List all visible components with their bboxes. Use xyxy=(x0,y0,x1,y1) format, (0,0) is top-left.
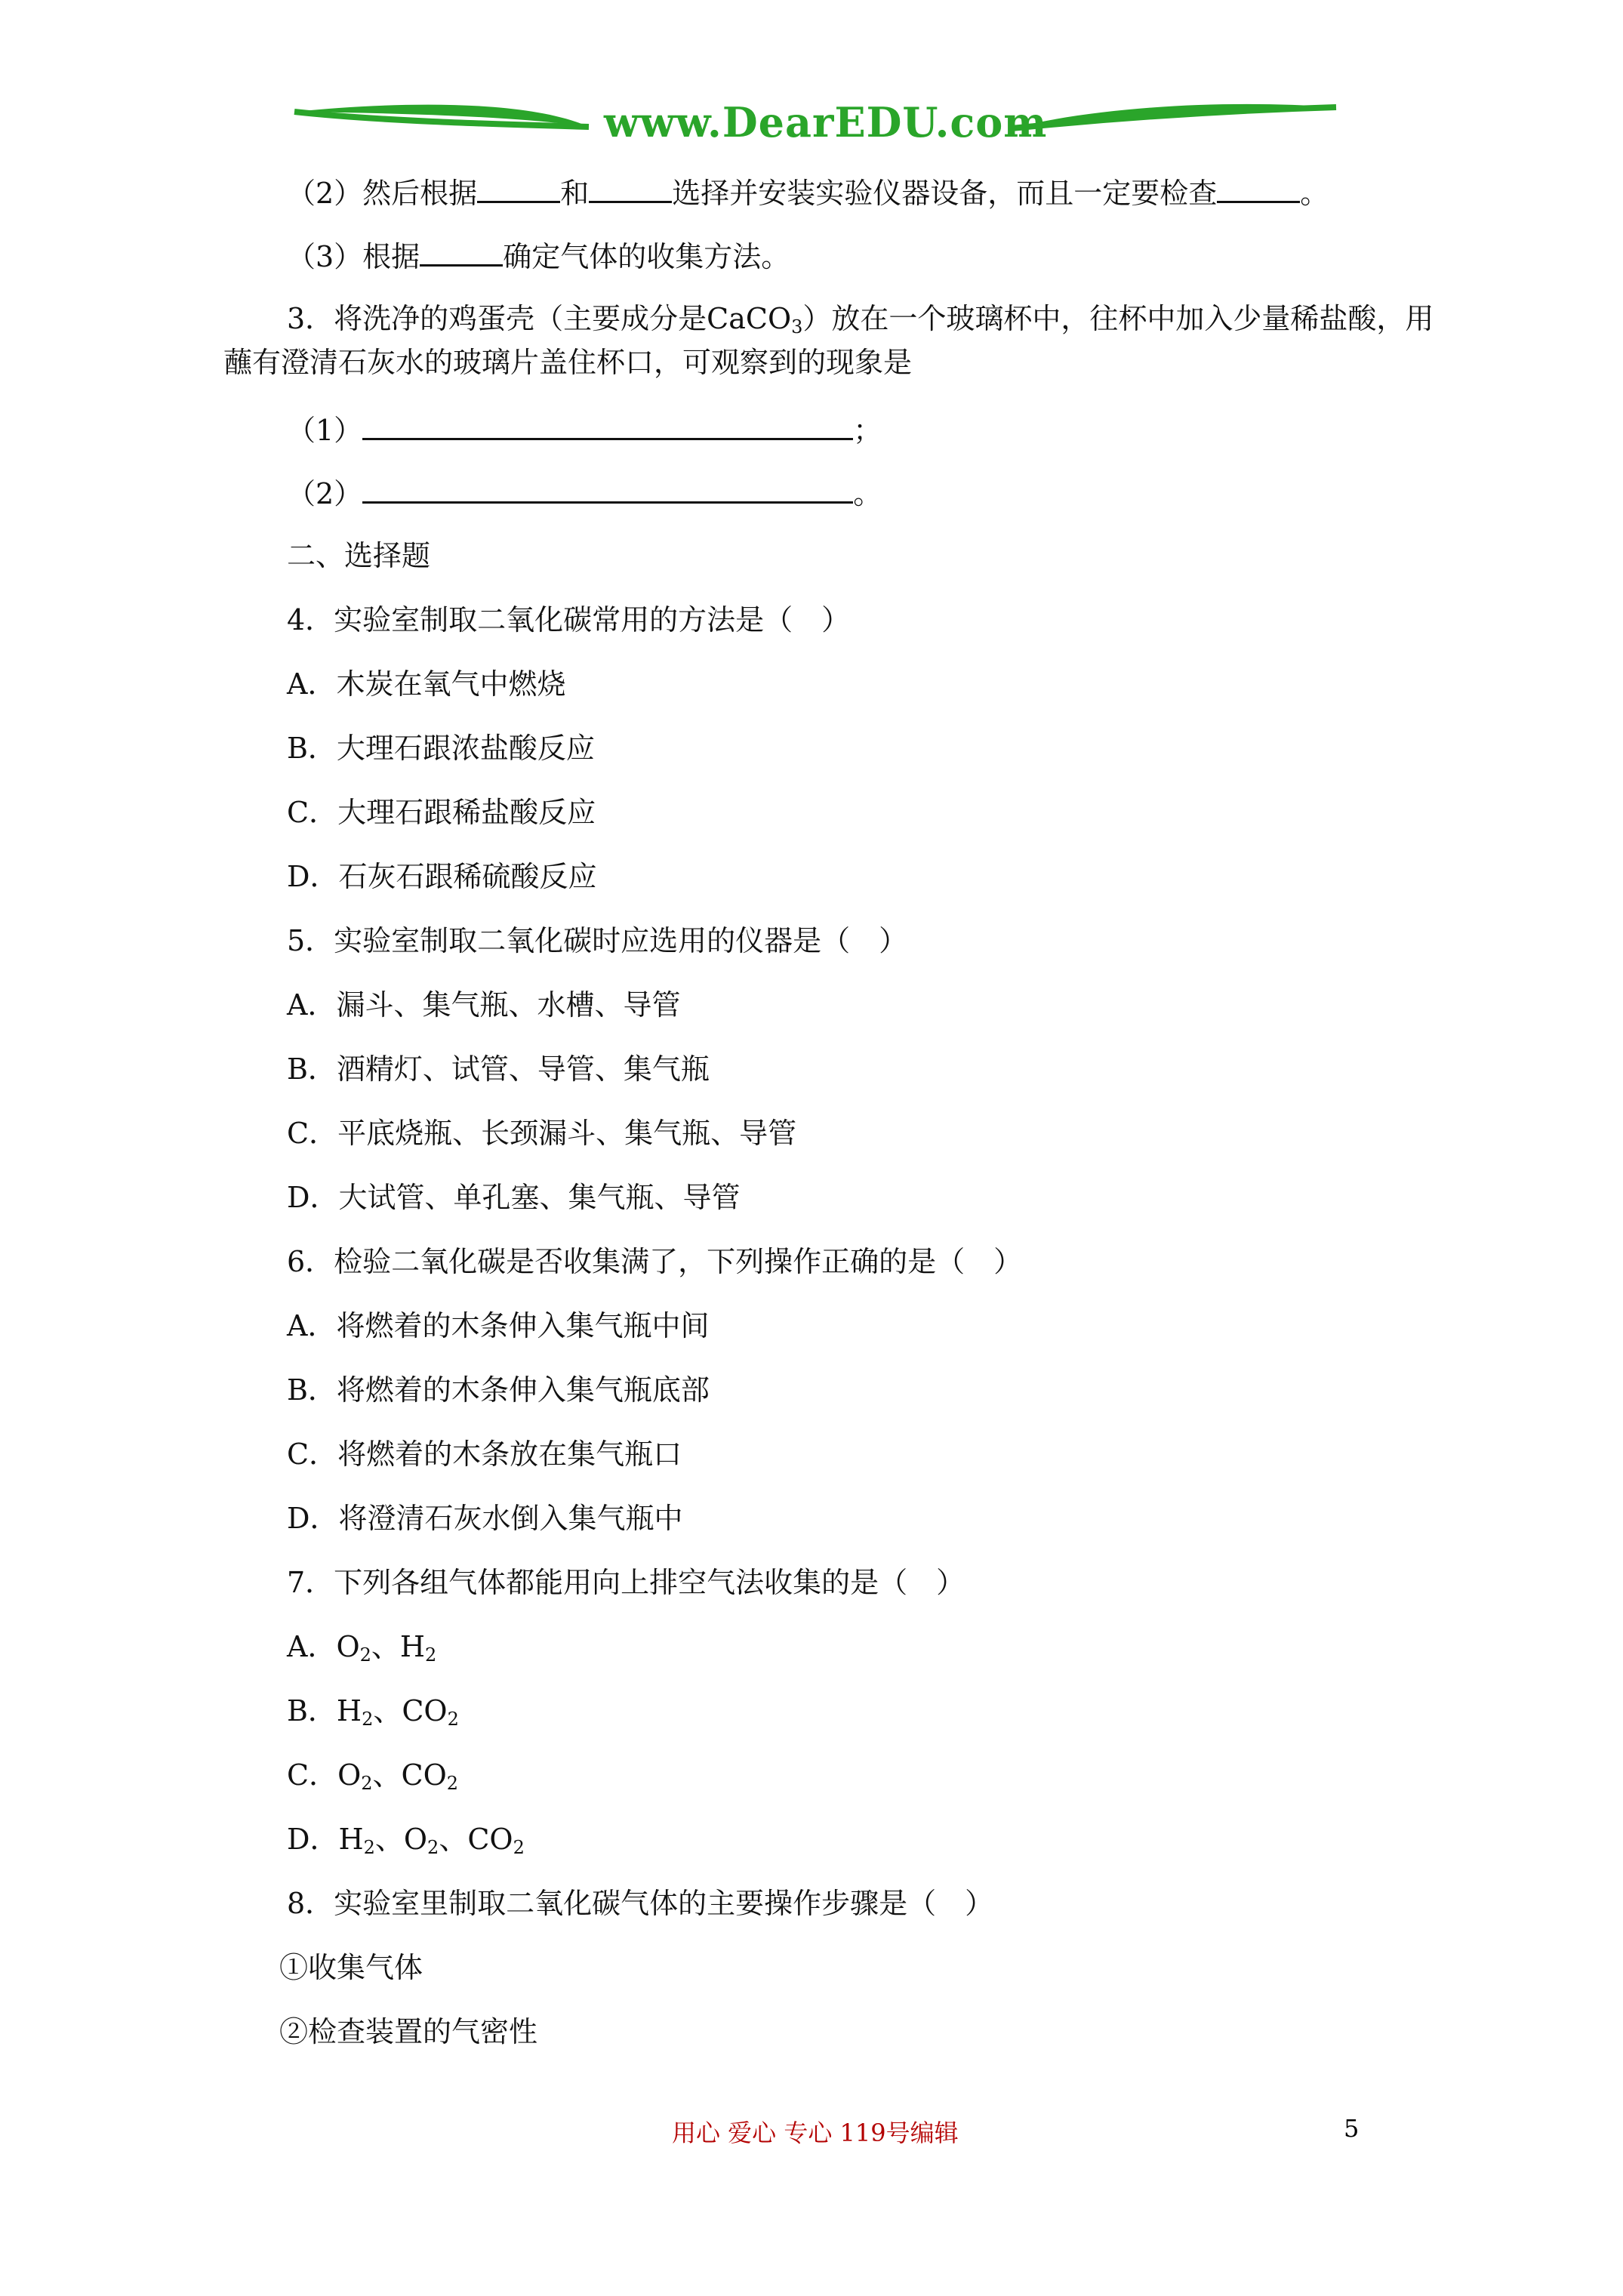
q2-step2: （2）然后根据 和 选择并安装实验仪器设备，而且一定要检查 。 xyxy=(287,172,1329,211)
answer-blank xyxy=(420,236,503,267)
q5-option-a: A．漏斗、集气瓶、水槽、导管 xyxy=(287,988,681,1022)
site-header-logo xyxy=(287,91,1344,159)
footer-slogan: 用心 爱心 专心 119号编辑 xyxy=(672,2119,959,2147)
q7-option-b: B．$H_2$、$CO_2$ xyxy=(287,1694,459,1730)
answer-blank xyxy=(362,473,853,504)
q8-step-2: ②检查装置的气密性 xyxy=(279,2015,538,2048)
q7-option-c: C．$O_2$、$CO_2$ xyxy=(287,1758,459,1794)
q8-stem: 8．实验室里制取二氧化碳气体的主要操作步骤是（ ） xyxy=(287,1887,994,1920)
q5-option-c: C．平底烧瓶、长颈漏斗、集气瓶、导管 xyxy=(287,1117,797,1150)
q4-option-a: A．木炭在氧气中燃烧 xyxy=(287,667,566,701)
q6-stem: 6．检验二氧化碳是否收集满了，下列操作正确的是（ ） xyxy=(287,1245,1023,1278)
q4-stem: 4．实验室制取二氧化碳常用的方法是（ ） xyxy=(287,603,851,636)
q5-stem: 5．实验室制取二氧化碳时应选用的仪器是（ ） xyxy=(287,924,908,957)
answer-blank xyxy=(1217,172,1300,203)
q5-option-b: B．酒精灯、试管、导管、集气瓶 xyxy=(287,1052,710,1086)
q3-stem-line1: 3．将洗净的鸡蛋壳（主要成分是CaCO$_3$）放在一个玻璃杯中，往杯中加入少量稀盐酸，用 xyxy=(287,302,1434,337)
site-logo-text: www.DearEDU.com xyxy=(604,98,1048,146)
q7-option-a: A．$O_2$、$H_2$ xyxy=(287,1630,437,1666)
q4-option-b: B．大理石跟浓盐酸反应 xyxy=(287,732,595,765)
page-number: 5 xyxy=(1344,2114,1360,2143)
q7-option-d: D．$H_2$、$O_2$、$CO_2$ xyxy=(287,1823,525,1858)
q5-option-d: D．大试管、单孔塞、集气瓶、导管 xyxy=(287,1181,741,1214)
q7-stem: 7．下列各组气体都能用向上排空气法收集的是（ ） xyxy=(287,1566,965,1599)
q3-answer1: （1） ； xyxy=(287,409,882,448)
q4-option-c: C．大理石跟稀盐酸反应 xyxy=(287,796,596,829)
q3-answer2: （2） 。 xyxy=(287,473,882,512)
q2-step3: （3）根据 确定气体的收集方法。 xyxy=(287,236,790,275)
q6-option-b: B．将燃着的木条伸入集气瓶底部 xyxy=(287,1373,710,1407)
q4-option-d: D．石灰石跟稀硫酸反应 xyxy=(287,860,597,893)
answer-blank xyxy=(589,172,672,203)
q6-option-c: C．将燃着的木条放在集气瓶口 xyxy=(287,1438,682,1471)
answer-blank xyxy=(362,409,853,440)
q6-option-a: A．将燃着的木条伸入集气瓶中间 xyxy=(287,1309,710,1342)
q6-option-d: D．将澄清石灰水倒入集气瓶中 xyxy=(287,1502,683,1535)
q3-stem-line2: 蘸有澄清石灰水的玻璃片盖住杯口，可观察到的现象是 xyxy=(223,346,913,379)
section-heading: 二、选择题 xyxy=(287,539,431,572)
q8-step-1: ①收集气体 xyxy=(279,1951,423,1984)
answer-blank xyxy=(477,172,560,203)
